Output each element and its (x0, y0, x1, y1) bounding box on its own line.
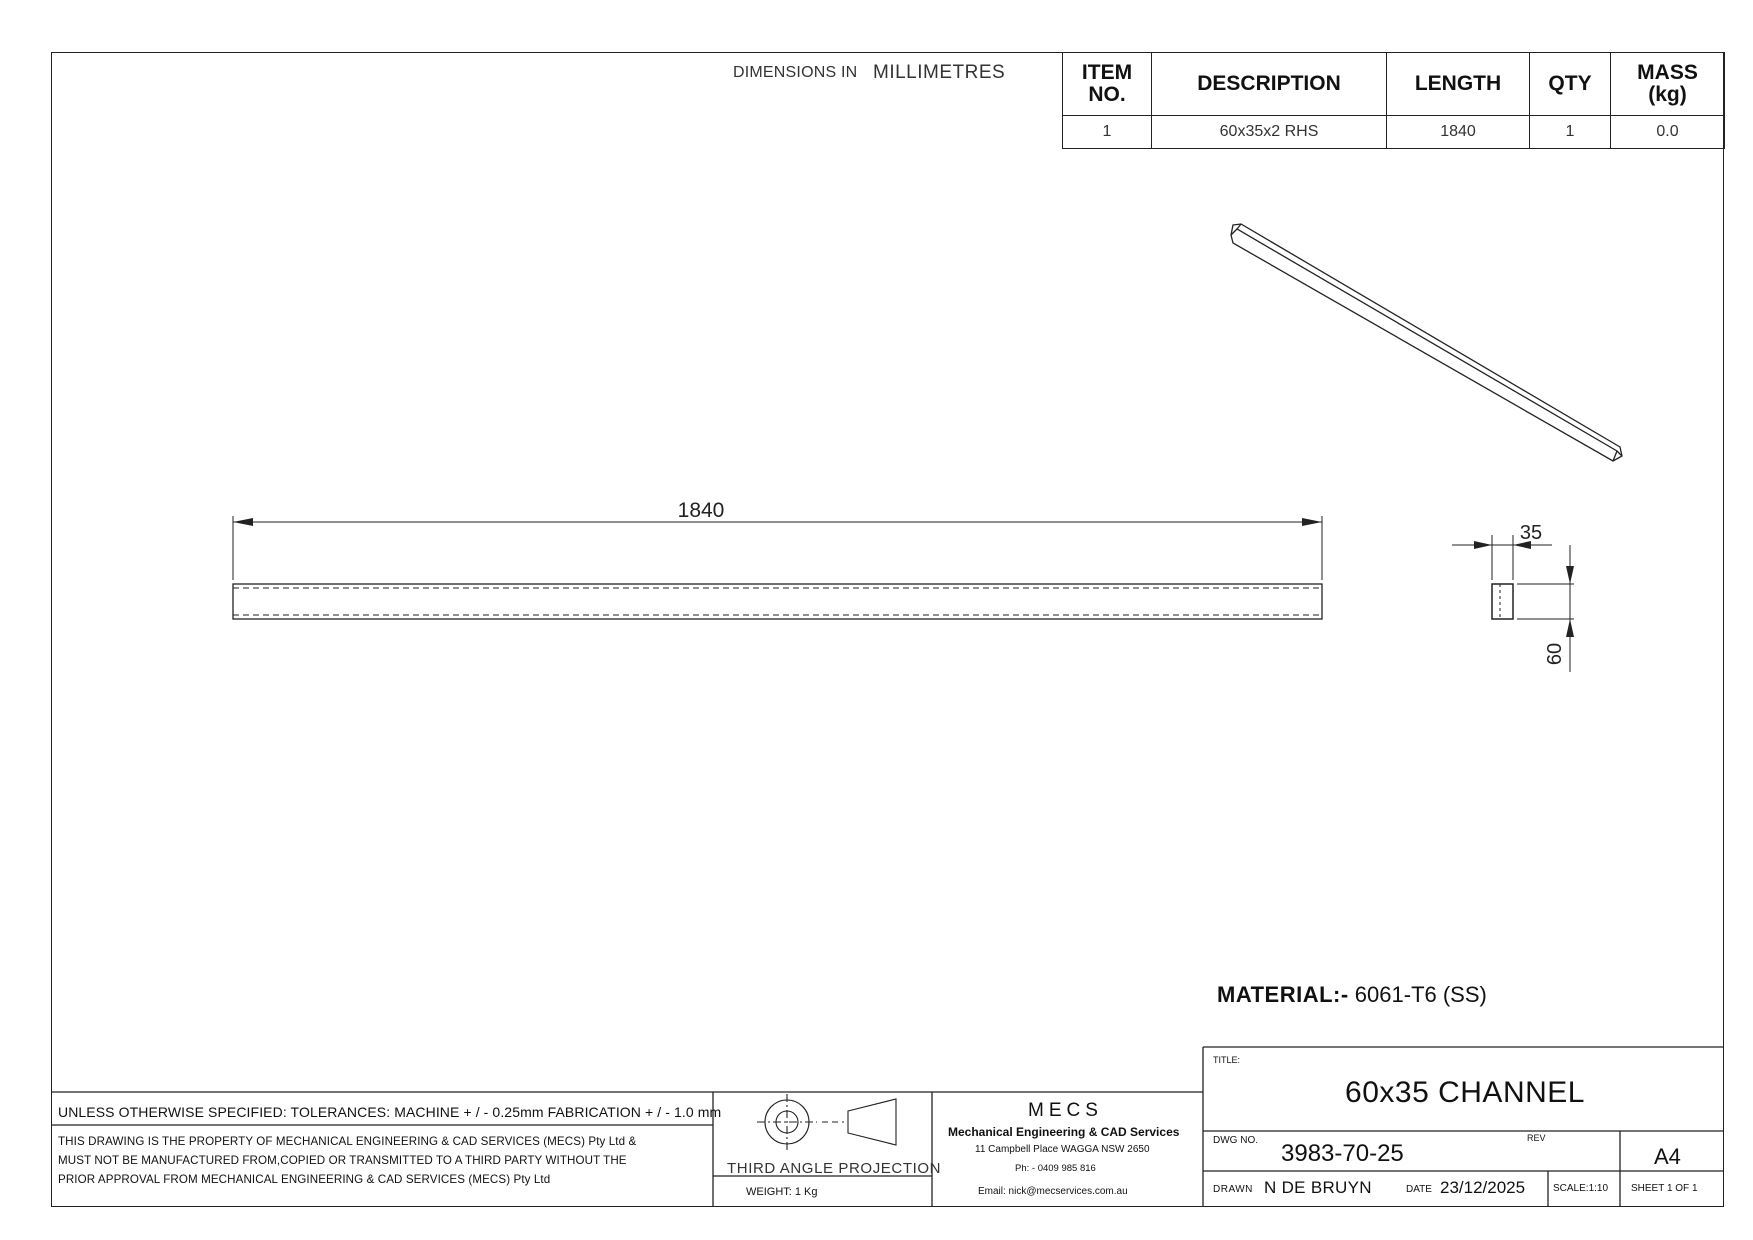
drawn-label: DRAWN (1213, 1184, 1253, 1195)
bom-cell-qty: 1 (1530, 116, 1611, 149)
company-phone: Ph: - 0409 985 816 (1015, 1163, 1096, 1174)
dwg-no-label: DWG NO. (1213, 1135, 1258, 1146)
bom-cell-mass: 0.0 (1611, 116, 1725, 149)
dwg-no-value: 3983-70-25 (1281, 1140, 1404, 1167)
dimensions-unit: MILLIMETRES (873, 62, 1006, 83)
height-dimension: 60 (1544, 642, 1566, 666)
dimensions-label: DIMENSIONS IN (733, 64, 858, 81)
bom-header-description: DESCRIPTION (1152, 53, 1387, 116)
bom-header-length: LENGTH (1387, 53, 1530, 116)
sheet-size: A4 (1654, 1144, 1681, 1169)
material-value: 6061-T6 (SS) (1354, 982, 1487, 1007)
property-notice-line: MUST NOT BE MANUFACTURED FROM,COPIED OR TRANSMITTED TO A THIRD PARTY WITHOUT THE (58, 1154, 627, 1167)
property-notice-line: PRIOR APPROVAL FROM MECHANICAL ENGINEERING & CAD SERVICES (MECS) Pty Ltd (58, 1173, 551, 1186)
length-dimension: 1840 (677, 499, 725, 522)
property-notice-line: THIS DRAWING IS THE PROPERTY OF MECHANICAL ENGINEERING & CAD SERVICES (MECS) Pty Ltd & (58, 1135, 637, 1148)
company-logo-text: MECS (1028, 1100, 1103, 1121)
bom-header-item: ITEM NO. (1063, 53, 1152, 116)
material-note (1217, 982, 1487, 1008)
tolerances-note: UNLESS OTHERWISE SPECIFIED: TOLERANCES: MACHINE + / - 0.25mm FABRICATION + / - 1.0 mm (58, 1104, 722, 1120)
sheet-number: SHEET 1 OF 1 (1631, 1183, 1698, 1194)
bom-cell-item: 1 (1063, 116, 1152, 149)
drawing-title: 60x35 CHANNEL (1345, 1076, 1585, 1109)
drawn-by: N DE BRUYN (1264, 1178, 1372, 1197)
company-address: 11 Campbell Place WAGGA NSW 2650 (975, 1144, 1150, 1155)
isometric-view (1231, 224, 1622, 461)
property-notice (58, 1132, 708, 1189)
bom-header-mass: MASS (kg) (1611, 53, 1725, 116)
rev-label: REV (1527, 1133, 1546, 1143)
bom-header-qty: QTY (1530, 53, 1611, 116)
width-dimension: 35 (1519, 522, 1543, 544)
scale-value: SCALE:1:10 (1553, 1183, 1609, 1194)
company-name: Mechanical Engineering & CAD Services (948, 1125, 1180, 1139)
company-email: Email: nick@mecservices.com.au (978, 1186, 1128, 1197)
bom-cell-length: 1840 (1387, 116, 1530, 149)
third-angle-projection-symbol (757, 1094, 896, 1150)
date-value: 23/12/2025 (1440, 1178, 1526, 1197)
title-label: TITLE: (1213, 1055, 1241, 1065)
front-view (233, 516, 1322, 619)
weight-label: WEIGHT: 1 Kg (746, 1186, 818, 1198)
date-label: DATE (1406, 1184, 1432, 1195)
material-label: MATERIAL:- (1217, 982, 1349, 1007)
projection-label: THIRD ANGLE PROJECTION (727, 1160, 942, 1177)
bom-cell-description: 60x35x2 RHS (1152, 116, 1387, 149)
